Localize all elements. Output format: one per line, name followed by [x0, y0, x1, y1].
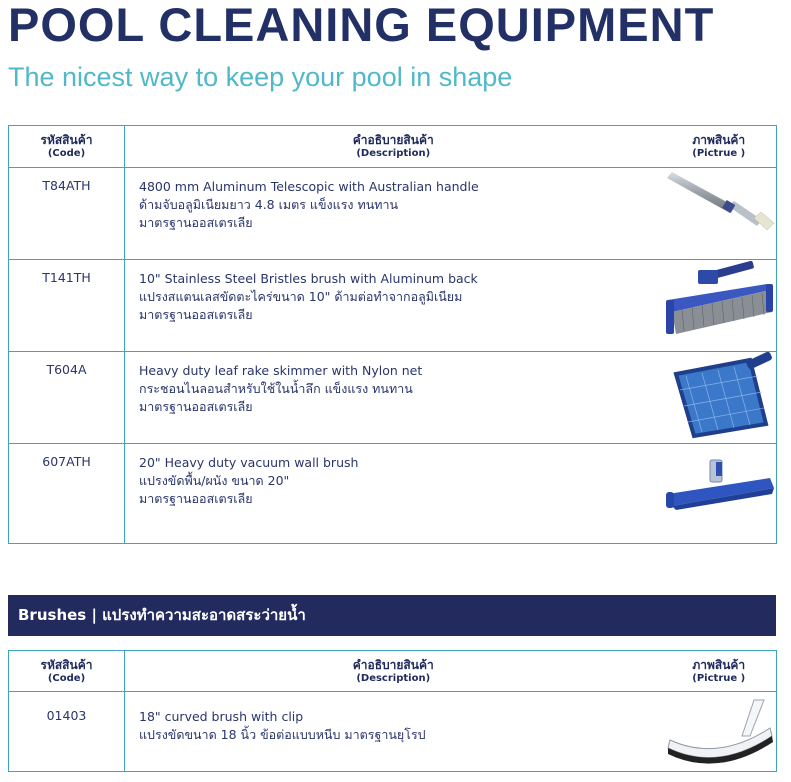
description-line: มาตรฐานออสเตรเลีย [139, 491, 253, 506]
page-subtitle: The nicest way to keep your pool in shape [8, 62, 513, 92]
product-description [125, 692, 662, 772]
table-row [9, 692, 777, 772]
picture-header [662, 651, 777, 692]
description-line: 18" curved brush with clip [139, 709, 304, 724]
picture-header-en: (Pictrue ) [692, 672, 746, 684]
product-description [125, 444, 662, 544]
table-row [9, 168, 777, 260]
product-picture-cell [662, 444, 777, 544]
page-title: POOL CLEANING EQUIPMENT [8, 0, 715, 51]
code-header-en: (Code) [47, 148, 86, 159]
description-header [125, 126, 662, 168]
product-picture-cell [662, 692, 777, 772]
code-header-en: (Code) [47, 672, 86, 684]
table-row [9, 260, 777, 352]
telescopic-pole-image [662, 168, 777, 258]
product-picture-cell [662, 352, 777, 444]
brushes-table [8, 650, 777, 772]
description-line: มาตรฐานออสเตรเลีย [139, 307, 253, 322]
description-line: แปรงสแตนเลสขัดตะไคร่ขนาด 10" ด้ามต่อทำจากอลูมิเนียม [139, 289, 463, 304]
product-code: T84ATH [9, 168, 125, 260]
description-line: 10" Stainless Steel Bristles brush with Aluminum back [139, 271, 478, 286]
vacuum-wall-brush-image [662, 444, 777, 540]
picture-header-en: (Pictrue ) [692, 148, 746, 159]
description-header [125, 651, 662, 692]
code-header [9, 126, 125, 168]
picture-header-th: ภาพสินค้า [692, 133, 746, 147]
description-header-en: (Description) [356, 148, 431, 159]
description-header-en: (Description) [356, 672, 431, 684]
description-line: ด้ามจับอลูมิเนียมยาว 4.8 เมตร แข็งแรง ทนทาน [139, 197, 399, 212]
product-table [8, 125, 777, 544]
description-line: แปรงขัดพื้น/ผนัง ขนาด 20" [139, 473, 290, 488]
table-header-row [9, 651, 777, 692]
description-header-th: คำอธิบายสินค้า [352, 133, 434, 147]
code-header [9, 651, 125, 692]
table-header-row [9, 126, 777, 168]
description-line: แปรงขัดขนาด 18 นิ้ว ข้อต่อแบบหนีบ มาตรฐานยุโรป [139, 727, 426, 742]
description-header-th: คำอธิบายสินค้า [352, 657, 434, 672]
leaf-skimmer-image [662, 352, 777, 442]
product-picture-cell [662, 260, 777, 352]
description-line: Heavy duty leaf rake skimmer with Nylon net [139, 363, 423, 378]
product-code: 01403 [9, 692, 125, 772]
product-description [125, 168, 662, 260]
section-header-brushes: Brushes | แปรงทำความสะอาดสระว่ายน้ำ [8, 595, 776, 636]
description-line: กระชอนไนลอนสำหรับใช้ในน้ำลึก แข็งแรง ทนทาน [139, 381, 413, 396]
code-header-th: รหัสสินค้า [40, 133, 93, 147]
description-line: 20" Heavy duty vacuum wall brush [139, 455, 359, 470]
steel-brush-image [662, 260, 777, 350]
product-code: T141TH [9, 260, 125, 352]
product-code: T604A [9, 352, 125, 444]
picture-header [662, 126, 777, 168]
product-description [125, 352, 662, 444]
product-picture-cell [662, 168, 777, 260]
table-row [9, 352, 777, 444]
product-description [125, 260, 662, 352]
product-code: 607ATH [9, 444, 125, 544]
description-line: มาตรฐานออสเตรเลีย [139, 215, 253, 230]
curved-brush-image [662, 692, 777, 770]
picture-header-th: ภาพสินค้า [692, 657, 746, 672]
table-row [9, 444, 777, 544]
description-line: 4800 mm Aluminum Telescopic with Australian handle [139, 179, 479, 194]
code-header-th: รหัสสินค้า [40, 657, 93, 672]
description-line: มาตรฐานออสเตรเลีย [139, 399, 253, 414]
